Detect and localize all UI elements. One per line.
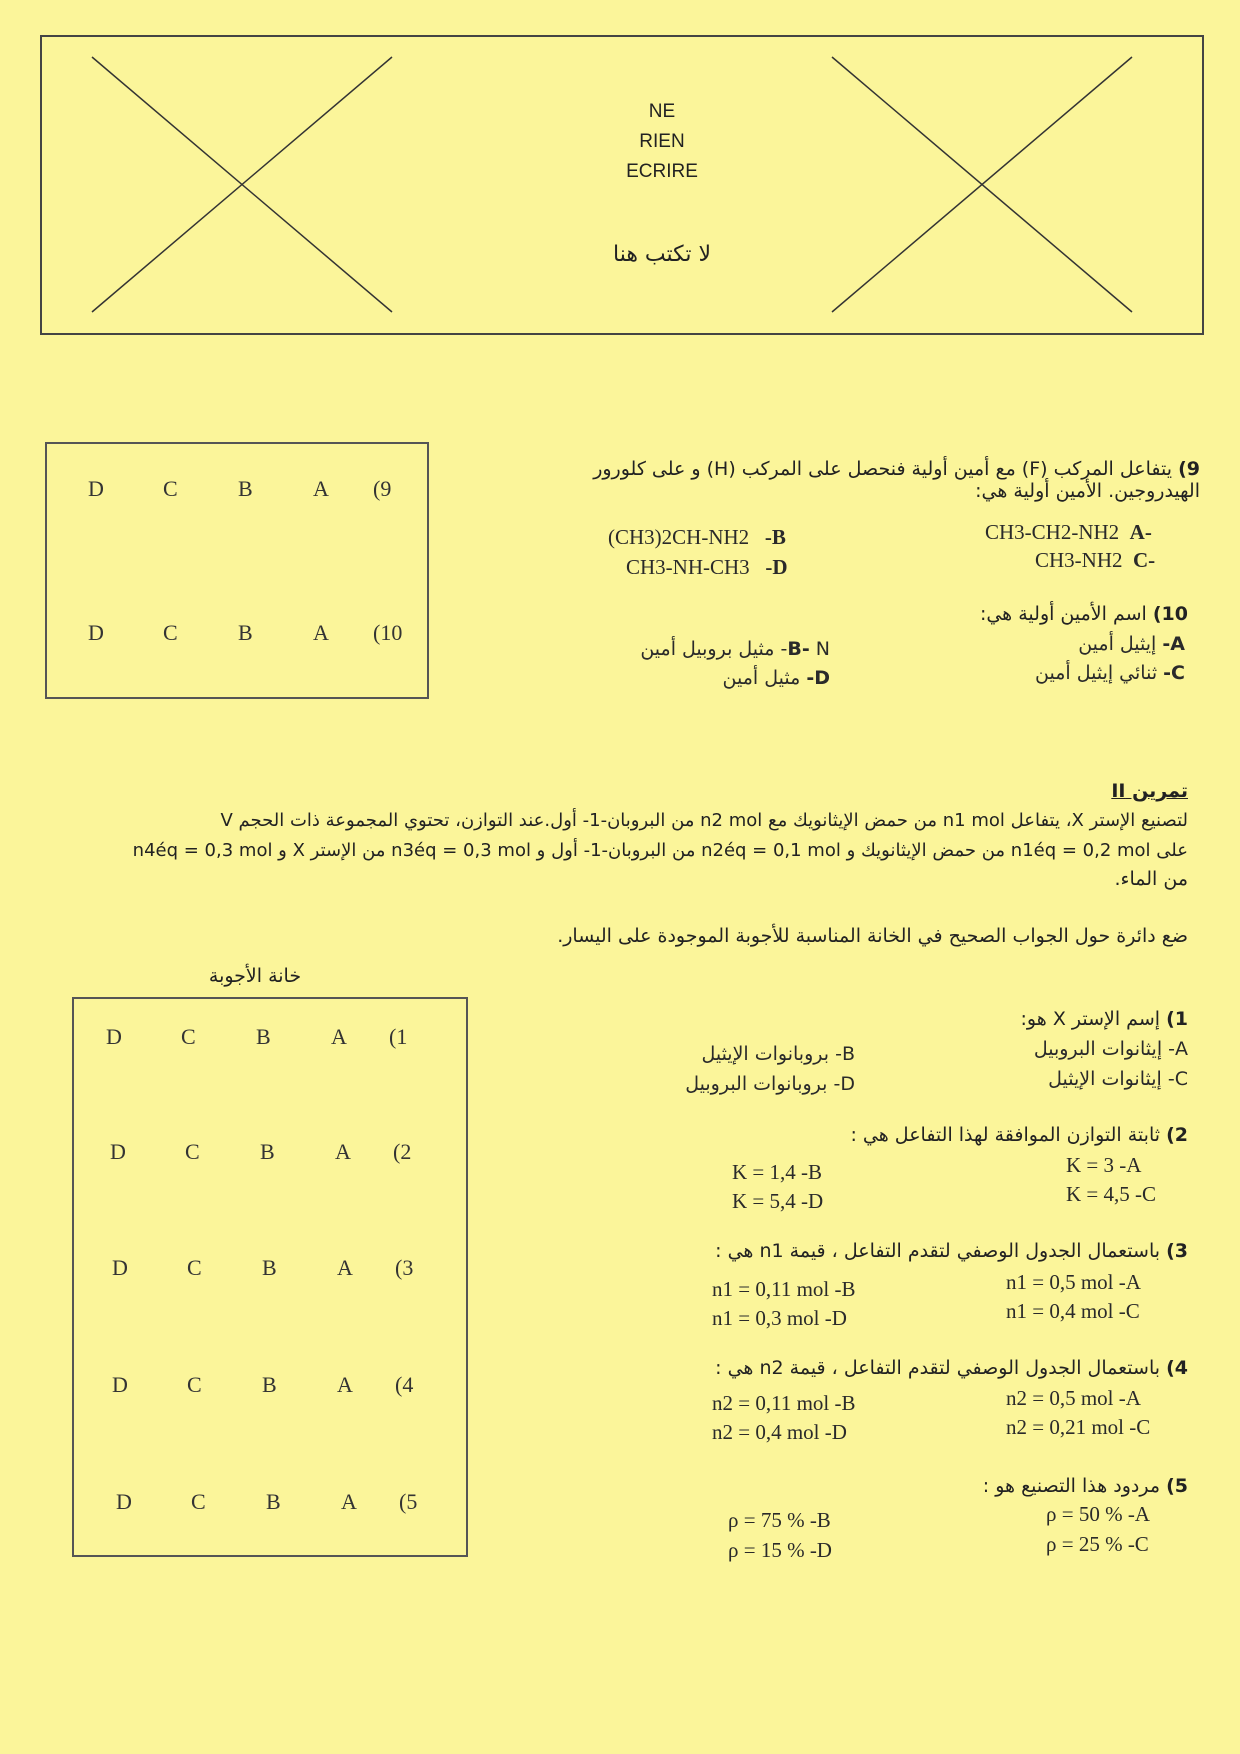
q2-option-d: K = 5,4 -D [732,1189,824,1213]
choice-c[interactable]: C [185,1139,200,1164]
choice-b[interactable]: B [256,1024,271,1049]
choice-b[interactable]: B [238,476,253,501]
answer-row-4 [112,1372,413,1398]
choice-c[interactable]: C [163,476,178,501]
q5-option-c: ρ = 25 % -C [1046,1532,1149,1556]
q9-option-c: CH3-NH2 C- [1035,548,1156,572]
exercise-statement-3: من الماء. [1114,868,1188,890]
choice-a[interactable]: A [337,1255,353,1280]
q1-option-b: B- بروبانوات الإيثيل [701,1043,855,1065]
answer-row-1 [106,1024,407,1050]
choice-b[interactable]: B [262,1255,277,1280]
question-number: (1 [389,1024,408,1049]
question-1: 1) إسم الإستر X هو: [1020,1008,1188,1030]
question-1-text: إسم الإستر X هو: [1020,1008,1161,1030]
q10-option-b: B- N- مثيل بروبيل أمين [640,638,830,660]
q4-option-b: n2 = 0,11 mol -B [712,1391,856,1415]
question-3-text: باستعمال الجدول الوصفي لتقدم التفاعل ، قيمة n1 هي : [715,1240,1161,1262]
answer-row-9 [88,476,391,502]
q5-option-b: ρ = 75 % -B [728,1508,831,1532]
choice-d[interactable]: D [110,1139,126,1164]
choice-a[interactable]: A [331,1024,347,1049]
choice-b[interactable]: B [238,620,253,645]
choice-c[interactable]: C [181,1024,196,1049]
choice-a[interactable]: A [335,1139,351,1164]
answers-box-title: خانة الأجوبة [208,965,302,987]
choice-d[interactable]: D [112,1255,128,1280]
choice-a[interactable]: A [337,1372,353,1397]
q4-option-a: n2 = 0,5 mol -A [1006,1386,1141,1410]
choice-d[interactable]: D [112,1372,128,1397]
answer-row-3 [112,1255,413,1281]
q1-option-d: D- بروبانوات البروبيل [685,1073,855,1095]
choice-c[interactable]: C [187,1372,202,1397]
notice-arabic: لا تكتب هنا [613,242,711,267]
question-2: 2) ثابتة التوازن الموافقة لهذا التفاعل هي : [850,1124,1188,1146]
q5-option-a: ρ = 50 % -A [1046,1502,1150,1526]
choice-d[interactable]: D [106,1024,122,1049]
question-number: (10 [373,620,403,645]
choice-d[interactable]: D [116,1489,132,1514]
answer-row-5 [116,1489,417,1515]
question-10-text: اسم الأمين أولية هي: [979,603,1147,625]
q10-option-c: C- ثنائي إيثيل أمين [1035,662,1185,684]
question-4-text: باستعمال الجدول الوصفي لتقدم التفاعل ، قيمة n2 هي : [715,1357,1161,1379]
question-9-text-2: الهيدروجين. الأمين أولية هي: [975,480,1200,502]
question-number: (4 [395,1372,414,1397]
q2-option-b: K = 1,4 -B [732,1160,823,1184]
choice-b[interactable]: B [260,1139,275,1164]
q4-option-d: n2 = 0,4 mol -D [712,1420,847,1444]
q1-option-c: C- إيثانوات الإيثيل [1048,1068,1188,1090]
exercise-title: تمرين II [1111,780,1188,802]
q2-option-c: K = 4,5 -C [1066,1182,1157,1206]
q10-option-a: A- إيثيل أمين [1078,633,1185,655]
choice-d[interactable]: D [88,476,104,501]
answer-row-2 [110,1139,411,1165]
q10-option-d: D- مثيل أمين [722,667,830,689]
question-number: (9 [373,476,392,501]
q4-option-c: n2 = 0,21 mol -C [1006,1415,1151,1439]
q3-option-b: n1 = 0,11 mol -B [712,1277,856,1301]
do-not-write-box [40,35,1204,335]
choice-b[interactable]: B [266,1489,281,1514]
question-10: 10) اسم الأمين أولية هي: [979,603,1188,625]
choice-c[interactable]: C [191,1489,206,1514]
question-number: (5 [399,1489,418,1514]
q9-option-b: (CH3)2CH-NH2 -B [608,525,786,549]
exercise-statement-2: على n1éq = 0,2 mol من حمض الإيثانويك و n2éq = 0,1 mol من البروبان-1- أول و n3éq = 0,3 mol من الإستر X و n4éq = 0,3 mol [132,840,1188,861]
choice-a[interactable]: A [341,1489,357,1514]
question-9: 9) يتفاعل المركب (F) مع أمين أولية فنحصل على المركب (H) و على كلورور الهيدروجين. الأمين أولية هي: [540,458,1200,502]
choice-a[interactable]: A [313,620,329,645]
choice-b[interactable]: B [262,1372,277,1397]
exercise-statement-1: لتصنيع الإستر X، يتفاعل n1 mol من حمض الإيثانويك مع n2 mol من البروبان-1- أول.عند التوازن، تحتوي المجموعة ذات الحجم V [220,810,1188,831]
choice-a[interactable]: A [313,476,329,501]
instruction: ضع دائرة حول الجواب الصحيح في الخانة المناسبة للأجوبة الموجودة على اليسار. [557,925,1188,947]
q1-option-a: A- إيثانوات البروبيل [1033,1038,1188,1060]
answer-row-10 [88,620,402,646]
q9-option-a: CH3-CH2-NH2 A- [985,520,1152,544]
question-4: 4) باستعمال الجدول الوصفي لتقدم التفاعل ، قيمة n2 هي : [715,1357,1188,1379]
choice-d[interactable]: D [88,620,104,645]
q5-option-d: ρ = 15 % -D [728,1538,832,1562]
question-5: 5) مردود هذا التصنيع هو : [982,1475,1188,1497]
question-2-text: ثابتة التوازن الموافقة لهذا التفاعل هي : [850,1124,1161,1146]
q2-option-a: K = 3 -A [1066,1153,1142,1177]
question-number: (3 [395,1255,414,1280]
notice-french: NE RIEN ECRIRE [626,101,698,182]
choice-c[interactable]: C [163,620,178,645]
q9-option-d: CH3-NH-CH3 -D [626,555,788,579]
question-number: (2 [393,1139,412,1164]
question-5-text: مردود هذا التصنيع هو : [982,1475,1161,1497]
question-9-text: يتفاعل المركب (F) مع أمين أولية فنحصل على المركب (H) و على كلورور [593,458,1173,480]
choice-c[interactable]: C [187,1255,202,1280]
question-3: 3) باستعمال الجدول الوصفي لتقدم التفاعل ، قيمة n1 هي : [715,1240,1188,1262]
q3-option-d: n1 = 0,3 mol -D [712,1306,847,1330]
q3-option-a: n1 = 0,5 mol -A [1006,1270,1141,1294]
q3-option-c: n1 = 0,4 mol -C [1006,1299,1140,1323]
